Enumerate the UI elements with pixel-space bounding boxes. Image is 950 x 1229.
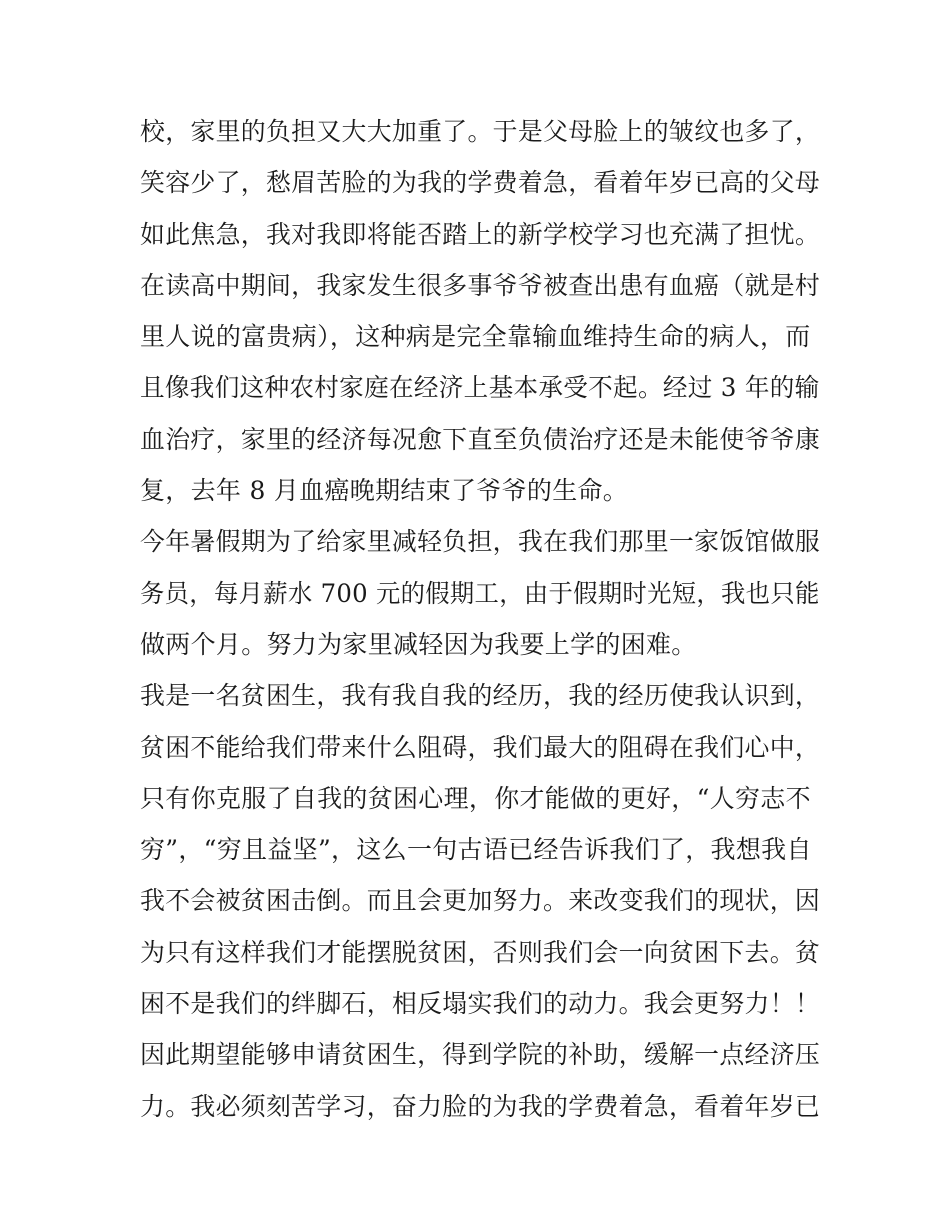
- text-line: 笑容少了，愁眉苦脸的为我的学费着急，看着年岁已高的父母: [140, 168, 821, 198]
- body-text: [140, 106, 820, 1132]
- text-line: 今年暑假期为了给家里减轻负担，我在我们那里一家饭馆做服: [140, 527, 821, 557]
- text-line: 复，去年 8 月血癌晚期结束了爷爷的生命。: [140, 476, 629, 506]
- text-line: 如此焦急，我对我即将能否踏上的新学校学习也充满了担忧。: [140, 219, 821, 249]
- text-line: 血治疗，家里的经济每况愈下直至负债治疗还是未能使爷爷康: [140, 424, 821, 454]
- text-line: 在读高中期间，我家发生很多事爷爷被查出患有血癌（就是村: [140, 270, 821, 300]
- text-line: 且像我们这种农村家庭在经济上基本承受不起。经过 3 年的输: [140, 373, 820, 403]
- text-line: 因此期望能够申请贫困生，得到学院的补助，缓解一点经济压: [140, 1040, 821, 1070]
- text-line: 我不会被贫困击倒。而且会更加努力。来改变我们的现状，因: [140, 886, 821, 916]
- text-line: 困不是我们的绊脚石，相反塌实我们的动力。我会更努力！！: [140, 989, 821, 1019]
- text-line: 力。我必须刻苦学习，奋力脸的为我的学费着急，看着年岁已: [140, 1091, 821, 1121]
- text-line: 里人说的富贵病），这种病是完全靠输血维持生命的病人，而: [140, 322, 811, 352]
- text-line: 我是一名贫困生，我有我自我的经历，我的经历使我认识到，: [140, 681, 821, 711]
- text-line: 穷”，“穷且益坚”，这么一句古语已经告诉我们了，我想我自: [140, 835, 812, 865]
- text-line: 贫困不能给我们带来什么阻碍，我们最大的阻碍在我们心中，: [140, 732, 821, 762]
- text-line: 校，家里的负担又大大加重了。于是父母脸上的皱纹也多了，: [140, 117, 821, 146]
- text-line: 只有你克服了自我的贫困心理，你才能做的更好，“人穷志不: [140, 783, 811, 813]
- text-line: 为只有这样我们才能摆脱贫困，否则我们会一向贫困下去。贫: [140, 937, 821, 967]
- text-line: 务员，每月薪水 700 元的假期工，由于假期时光短，我也只能: [140, 578, 820, 608]
- text-line: 做两个月。努力为家里减轻因为我要上学的困难。: [140, 629, 697, 659]
